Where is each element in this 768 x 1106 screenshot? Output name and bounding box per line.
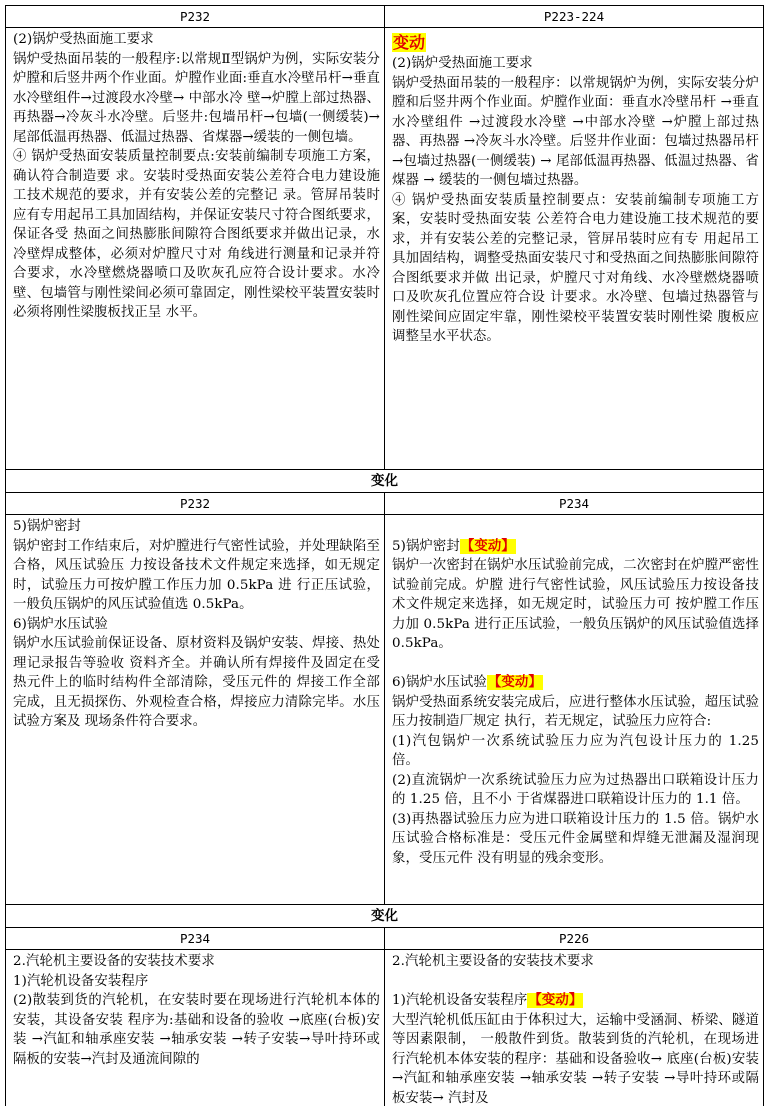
old-content — [6, 950, 385, 1106]
comparison-table — [5, 5, 764, 1106]
section-header — [6, 6, 763, 28]
new-page-ref: P223-224 — [543, 9, 605, 24]
change-divider: 变化 — [6, 470, 763, 493]
section-header — [6, 928, 763, 950]
new-text: 锅炉受热面系统安装完成后，应进行整体水压试验，超压试验压力按制造厂规定 执行，若无规定，试验压力应符合: (1)汽包锅炉一次系统试验压力应为汽包设计压力的 1.25 倍。 (2)直流锅炉一次系统试验压力应为过热器出口联箱设计压力的 1.25 倍，且不小 于省煤器进口联箱设计压力的 1.1 倍。 (3)再热器试验压力应为进口联箱设计压力的 1.5 倍。锅炉水压试验合格标准是：受压元件金属壁和焊缝无泄漏及湿润现象，受压元件 没有明显的残余变形。 — [392, 694, 759, 866]
new-page-ref: P234 — [558, 496, 590, 511]
old-page-ref: P232 — [6, 6, 385, 27]
subsection-title: 5)锅炉密封 — [392, 538, 460, 554]
section-body — [6, 28, 763, 470]
new-text-block — [392, 972, 759, 1011]
old-text: 5)锅炉密封 锅炉密封工作结束后，对炉膛进行气密性试验，并处理缺陷至合格，风压试验压 力按设备技术文件规定来选择，如无规定时，试验压力可按炉膛工作压力加 0.5kPa 进 行正压试验， 一般负压锅炉的风压试验值选 0.5kPa。 6)锅炉水压试验 锅炉水压试验前保证设备、原材资料及锅炉安装、焊接、热处理记录报告等验收 资料齐全。并确认所有焊接件及固定在受热元件上的临时结构件全部清除，受压元件的 焊接工作全部完成，且无损探伤、外观检查合格，焊接应力清除完毕。水压试验方案及 现场条件符合要求。 — [13, 519, 380, 729]
change-tag: 【变动】 — [460, 538, 515, 554]
old-page-ref: P234 — [6, 928, 385, 949]
change-divider: 变化 — [6, 905, 763, 928]
old-text: 2.汽轮机主要设备的安装技术要求 1)汽轮机设备安装程序 (2)散装到货的汽轮机，在安装时要在现场进行汽轮机本体的安装，其设备安装 程序为:基础和设备的验收 →底座(台板)安装 →汽缸和轴承座安装 →轴承安装 →转子安装→导叶持环或隔板的安装→汽封及通流间隙的 — [13, 954, 380, 1067]
new-heading: 2.汽轮机主要设备的安装技术要求 — [392, 954, 594, 969]
new-content — [385, 515, 763, 904]
new-content — [385, 28, 763, 469]
old-page-ref: P232 — [6, 493, 385, 514]
subsection-title: 1)汽轮机设备安装程序 — [392, 993, 528, 1008]
section-body — [6, 950, 763, 1106]
subsection-title: 6)锅炉水压试验 — [392, 675, 487, 690]
new-text: 锅炉一次密封在锅炉水压试验前完成，二次密封在炉膛严密性试验前完成。炉膛 进行气密性试验，风压试验压力按设备技术文件规定来选择，如无规定时，试验压力可 按炉膛工作压力加 0.5kPa 进行正压试验，一般负压锅炉的风压试验值选择 0.5kPa。 — [392, 558, 759, 651]
section-body — [6, 515, 763, 905]
new-text: 大型汽轮机低压缸由于体积过大，运输中受涵洞、桥梁、隧道等因素限制， 一般散件到货。散装到货的汽轮机，在现场进行汽轮机本体安装的程序：基础和设备验收→ 底座(台板)安装 →汽缸和轴承座安装 →轴承安装 →转子安装 →导叶持环或隔板安装→ 汽封及 — [392, 1012, 759, 1106]
change-tag: 【变动】 — [487, 675, 542, 690]
old-content — [6, 515, 385, 904]
change-tag: 【变动】 — [528, 993, 583, 1008]
new-page-ref: P226 — [558, 931, 590, 946]
new-content — [385, 950, 763, 1106]
new-text: (2)锅炉受热面施工要求 锅炉受热面吊装的一般程序：以常规锅炉为例，实际安装分炉膛和后竖井两个作业面。炉膛作业面：垂直水冷壁吊杆 →垂直水冷壁组件 →过渡段水冷壁 →中部水冷壁 →炉膛上部过热器、再热器 →冷灰斗水冷壁。后竖井作业面：包墙过热器吊杆 →包墙过热器(一侧缓装) → 尾部低温再热器、低温过热器、省煤器 → 缓装的一侧包墙过热器。 ④ 锅炉受热面安装质量控制要点：安装前编制专项施工方案，安装时受热面安装 公差符合电力建设施工技术规范的要求，并有安装公差的完整记录，管屏吊装时应有专 用起吊工具加固结构，调整受热面安装尺寸和受热面之间热膨胀间隙符合图纸要求并做 出记录，炉膛尺寸对角线、水冷壁燃烧器喷口及吹灰孔位置应符合设 计要求。水冷壁、包墙过热器管与刚性梁间应固定牢靠，刚性梁校平装置安装时刚性梁 腹板应调整呈水平状态。 — [392, 56, 759, 344]
new-text-block — [392, 517, 759, 556]
old-text: (2)锅炉受热面施工要求 锅炉受热面吊装的一般程序:以常规Ⅱ型锅炉为例，实际安装分炉膛和后竖井两个作业面。炉膛作业面:垂直水冷壁吊杆→垂直水冷壁组件→过渡段水冷壁→ 中部水冷 壁→炉膛上部过热器、再热器→冷灰斗水冷壁。后竖井:包墙吊杆→包墙(一侧缓装)→ 尾部低温再热器、低温过热器、省煤器→缓装的一侧包墙。 ④ 锅炉受热面安装质量控制要点:安装前编制专项施工方案，确认符合制造要 求。安装时受热面安装公差符合电力建设施工技术规范的要求，并有安装公差的完整记 录。管屏吊装时应有专用起吊工具加固结构，并保证安装尺寸符合图纸要求，保证各受 热面之间热膨胀间隙符合图纸要求并做出记录，水冷壁焊成整体，必须对炉膛尺寸对 角线进行测量和记录并符合要求，水冷壁燃烧器喷口及吹灰孔应符合设计要求。水冷 壁、包墙管与刚性梁间必须可靠固定，刚性梁校平装置安装时必须将刚性梁腹板找正呈 水平。 — [13, 32, 380, 320]
old-content — [6, 28, 385, 469]
section-header — [6, 493, 763, 515]
new-text-block — [392, 654, 759, 693]
change-tag: 变动 — [393, 33, 426, 52]
